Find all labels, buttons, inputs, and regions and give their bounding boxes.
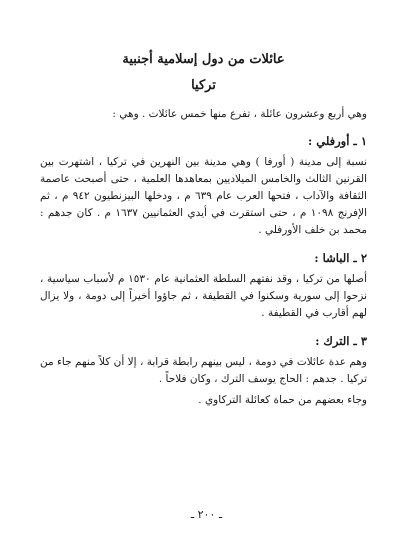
intro-paragraph: وهي أربع وعشرون عائلة ، تفرع منها خمس عائلات . وهي : (112, 108, 367, 120)
page-number: ـ ٢٠٠ ـ (190, 508, 223, 521)
section-orfali (40, 132, 367, 239)
section-basha (40, 249, 367, 322)
section-heading: ١ ـ أورفلي : (307, 134, 367, 148)
document-subtitle: تركيا (191, 78, 216, 93)
section-paragraph: نسبة إلى مدينة ( أورفا ) وهي مدينة بين النهرين في تركيا ، اشتهرت بين القرنين الثالث والخامس الميلاديين بمعاهدها العلمية ، حتى أصبحت عاصمة الثقافة والآداب ، فتحها العرب عام ٦٣٩ م ، ودخلها البيزنطيون ٩٤٢ م ، ثم الإفرنج ١٠٩٨ م ، حتى استقرت في أيدي العثمانيين ١٦٣٧ م . كان جدهم : محمد بن خلف الأورفلي . (40, 156, 367, 236)
section-paragraph: وجاء بعضهم من حماة كعائلة التركاوي . (198, 394, 367, 406)
section-heading: ٢ ـ الباشا : (314, 251, 367, 265)
section-turk (40, 332, 367, 409)
section-paragraph: أصلها من تركيا ، وقد نفتهم السلطة العثمانية عام ١٥٣٠ م لأسباب سياسية ، نزحوا إلى سورية وسكنوا في القطيفة ، ثم جاؤوا أخيراً إلى دومة ، ولا يزال لهم أقارب في القطيفة . (40, 273, 367, 319)
section-heading: ٣ ـ الترك : (315, 334, 367, 348)
section-paragraph: وهم عدة عائلات في دومة ، ليس بينهم رابطة قرابة ، إلا أن كلاً منهم جاء من تركيا . جدهم : الحاج يوسف الترك ، وكان فلاحاً . (40, 356, 367, 385)
document-title: عائلات من دول إسلامية أجنبية (122, 52, 285, 67)
